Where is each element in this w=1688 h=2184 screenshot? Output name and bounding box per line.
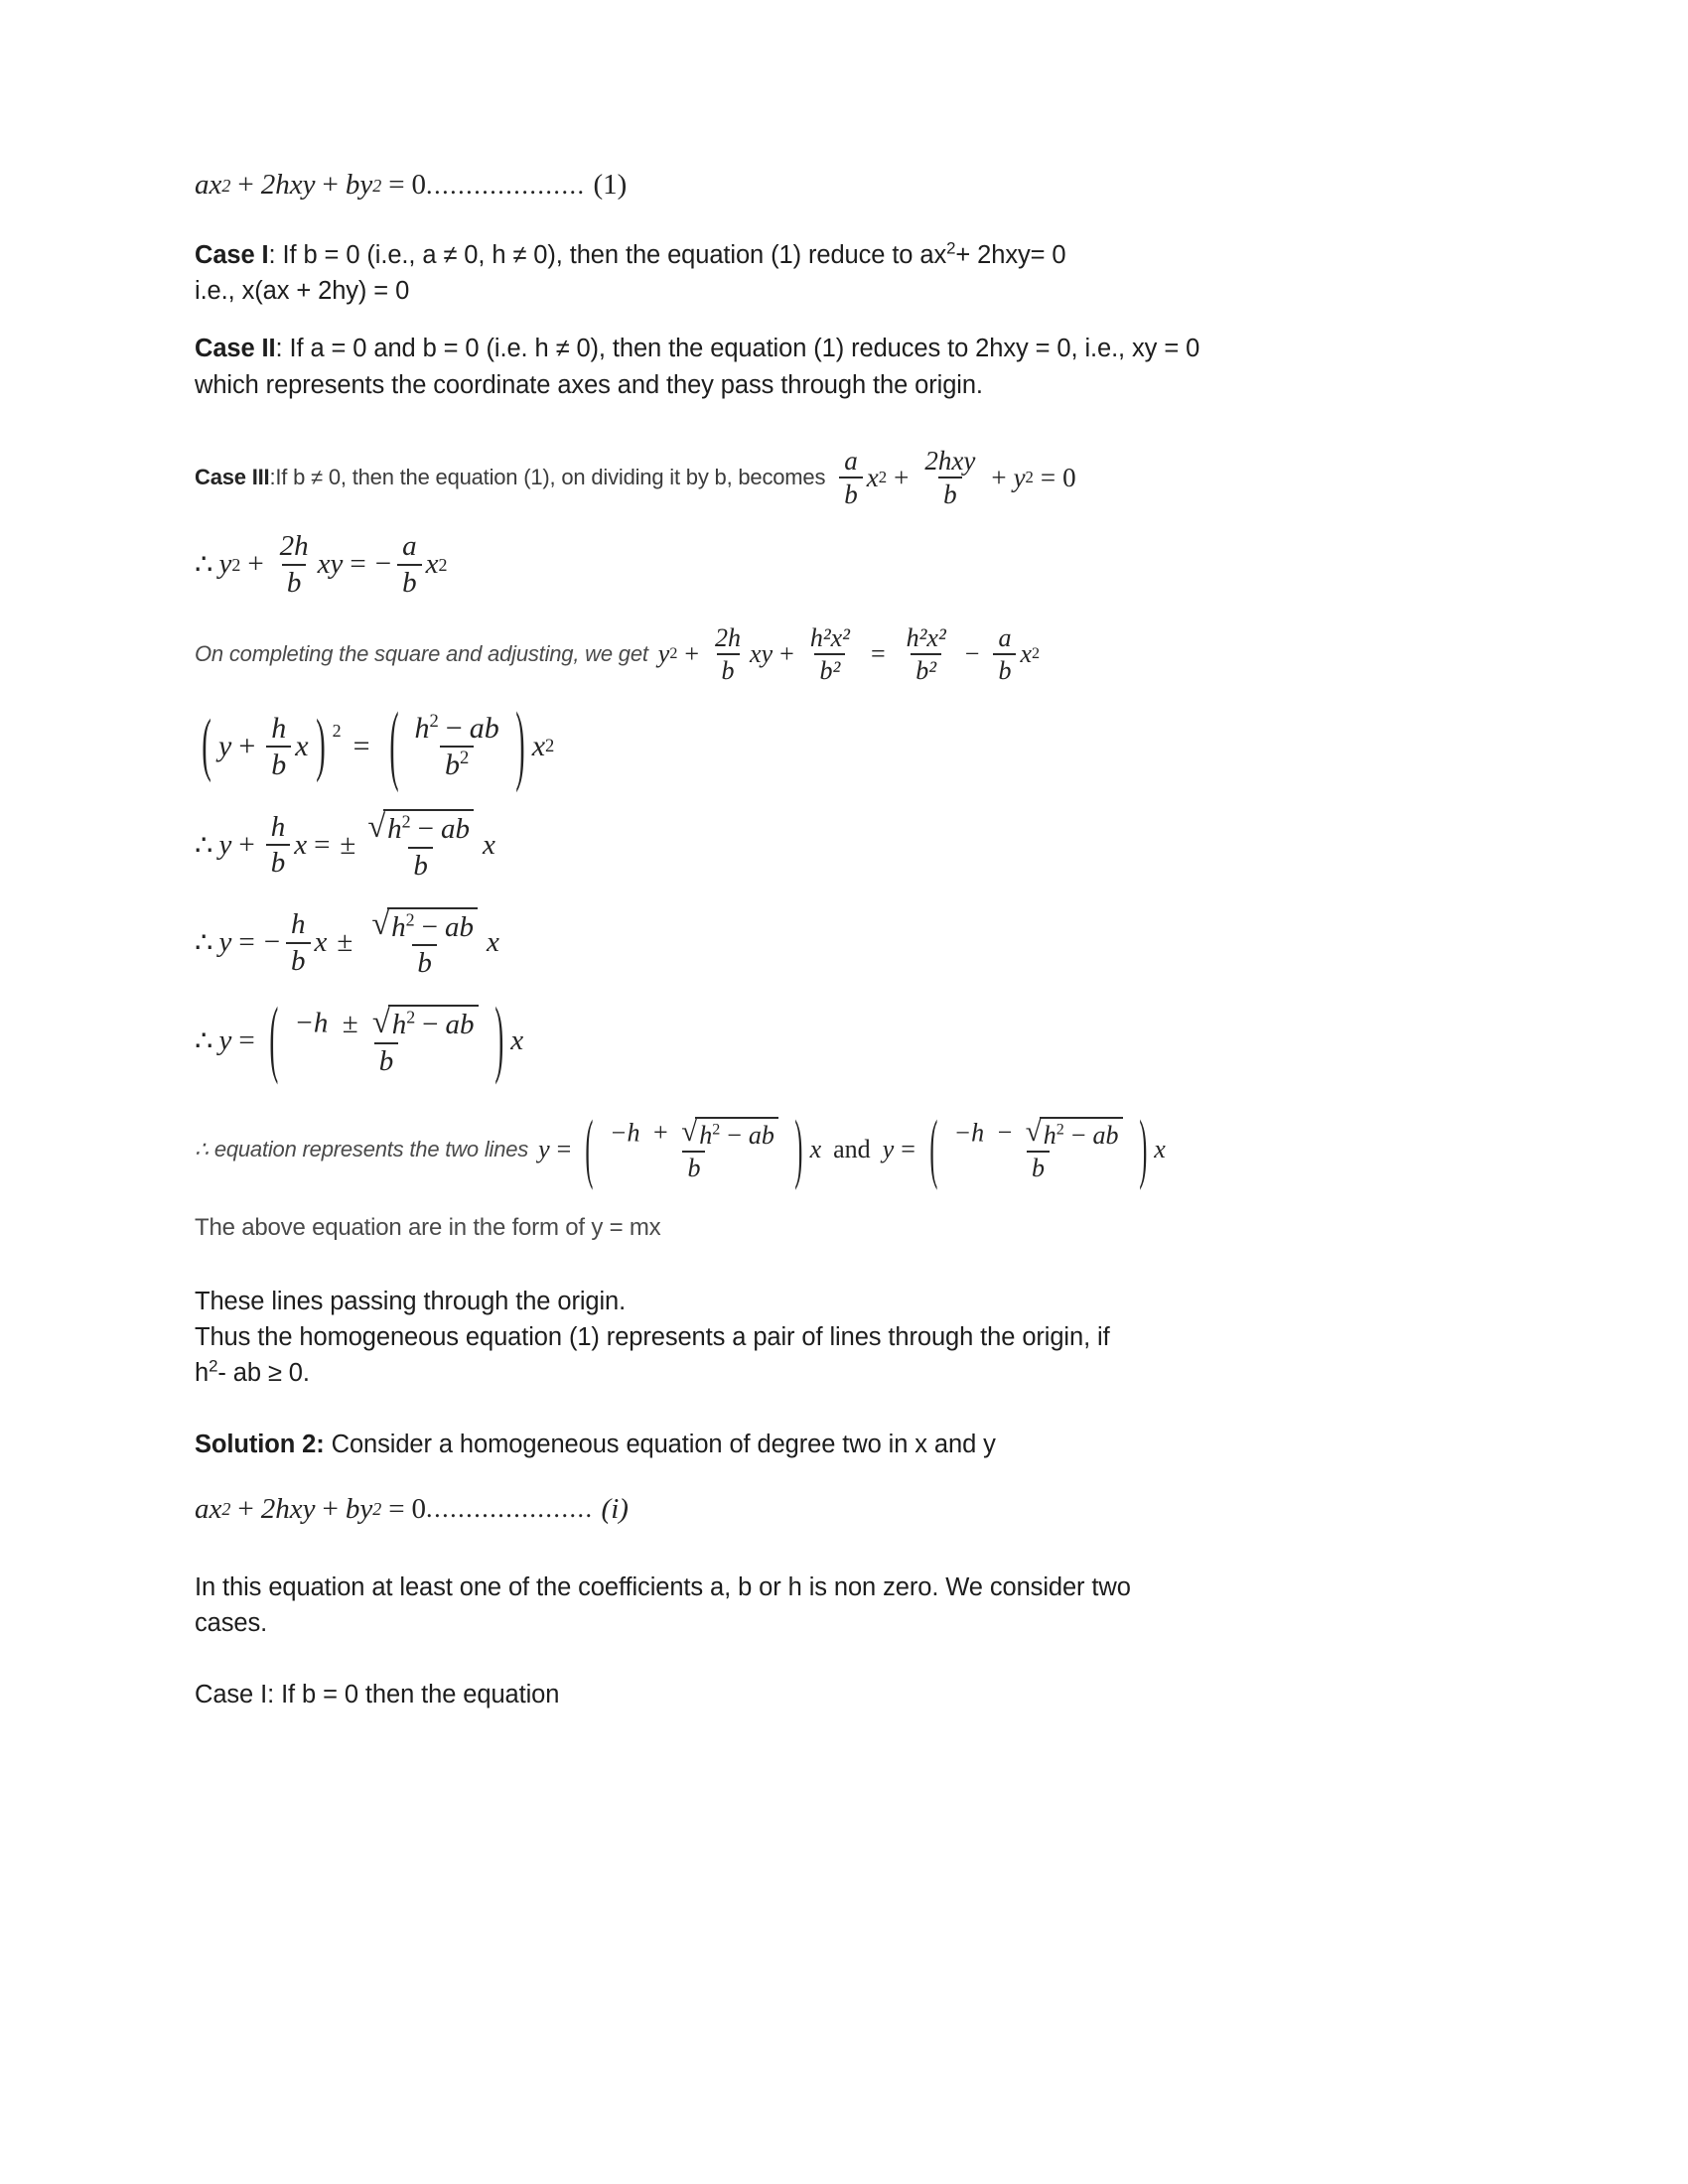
sqrt2-fraction-h-over-b (286, 909, 311, 976)
sqrt1-equals: = (314, 828, 331, 861)
two-lines-radicand-1 (695, 1117, 778, 1150)
two-lines-y2: y (882, 1134, 895, 1163)
step-divided-equals: = (350, 548, 366, 581)
scs-plus-1: + (684, 639, 700, 669)
sqrt1-fraction-h-over-b (266, 812, 291, 879)
eqi-equals: = (388, 1492, 405, 1525)
sqrt1-rad-ab: ab (441, 813, 471, 846)
step-divided-plus: + (247, 548, 264, 581)
squared-x-inside: x (295, 730, 309, 763)
eqi-by: by (345, 1492, 373, 1525)
squared-rhs-close-paren: ) (515, 696, 525, 795)
two-lines-close-paren-1: ) (794, 1104, 803, 1191)
step-sqrt1-row (195, 809, 1505, 881)
eqi-plus-1: + (237, 1492, 254, 1525)
two-lines-x-1: x (809, 1134, 822, 1163)
squared-rhs-num-minus: − (445, 711, 463, 745)
two-lines-sign-2: − (997, 1118, 1013, 1148)
sqrt2-radicand (387, 907, 478, 943)
sqrt2-denominator-b: b (412, 944, 437, 979)
final-rad-h: h (391, 1009, 407, 1041)
case-1-line2: i.e., x(ax + 2hy) = 0 (195, 277, 410, 306)
step-divided-fraction-a-over-b (397, 531, 422, 598)
case-3-colon: : (269, 465, 276, 490)
eq1-zero: 0 (411, 169, 427, 201)
scs-f2-numerator: h²x² (809, 622, 850, 652)
two-lines-denominator-1: b (682, 1151, 705, 1182)
sqrt1-radical (362, 809, 479, 847)
two-lines-rad-h-2: h (1043, 1120, 1056, 1150)
squared-plus: + (238, 730, 256, 763)
step-divided-xy: xy (317, 548, 344, 581)
case-1-paragraph (195, 237, 1505, 309)
step-divided-therefore: ∴ (195, 549, 213, 582)
final-rad-minus: − (422, 1009, 439, 1041)
eqi-leader-dots: ..................... (426, 1494, 594, 1523)
final-denominator-b: b (374, 1042, 399, 1077)
two-lines-text: equation represents the two lines (213, 1136, 529, 1161)
squared-rhs-x: x (531, 730, 546, 763)
step-squared-row: ( y + $\frac{h}{b}$ x ) 2 = ( $\frac{h^2 - ab}{b^2}$ ) x 2 (195, 713, 1505, 782)
step-complete-square-text: On completing the square and adjusting, we get (195, 641, 648, 667)
step-sqrt2-row (195, 907, 1505, 979)
sqrt2-x-left: x (314, 926, 328, 959)
conclusion-paragraph (195, 1284, 1505, 1392)
scs-minus: − (964, 639, 980, 669)
closing-paragraph-2: Case I: If b = 0 then the equation (195, 1680, 560, 1708)
scs-fraction-2h-over-b (710, 624, 746, 685)
sqrt1-rad-h-exponent: 2 (401, 811, 411, 832)
step-divided-frac2-denominator: b (397, 564, 422, 599)
case-3-plus-2: + (991, 462, 1007, 492)
squared-close-paren: ) (315, 707, 326, 784)
squared-frac-denominator: b (266, 746, 291, 781)
sqrt2-rad-h: h (391, 910, 406, 943)
eq1-ax: ax (195, 169, 222, 201)
sqrt1-radical-group (367, 809, 474, 845)
case-3-frac2-denominator: b (938, 477, 962, 509)
case-3-equals: = (1040, 462, 1056, 492)
step-divided-frac2-numerator: a (402, 530, 417, 563)
case-3-y: y (1013, 462, 1026, 492)
two-lines-denominator-2: b (1027, 1151, 1050, 1182)
case-1-exponent: 2 (946, 238, 956, 258)
final-fraction (289, 1005, 483, 1076)
two-lines-rad-ab-2: ab (1092, 1120, 1119, 1150)
solution-2-text: Consider a homogeneous equation of degree two in x and y (324, 1431, 996, 1459)
final-radical-sign: √ (371, 1004, 390, 1040)
case-1-colon: : (268, 241, 276, 269)
two-lines-open-paren-2: ( (929, 1104, 938, 1191)
squared-rhs-den-b: b (444, 749, 460, 782)
case-3-text: If b ≠ 0, then the equation (1), on dividing it by b, becomes (275, 465, 826, 490)
sqrt2-frac-denominator: b (286, 942, 311, 977)
squared-rhs-den-b-exponent: 2 (459, 748, 470, 769)
scs-fraction-h2x2-over-b2-rhs (902, 624, 951, 685)
step-complete-square-row: On completing the square and adjusting, we get y 2 + $\frac{2h}{b}$ xy + $\frac{\text{h²x²}}{\text{b²}}$ = $\frac{\text{h²x²}}{\text{b²}}$ − $\frac{a}{b}$ x 2 (195, 622, 1041, 686)
final-open-paren: ( (269, 991, 278, 1087)
case-3-x: x (866, 462, 879, 492)
scs-fraction-h2x2-over-b2 (805, 624, 855, 685)
sqrt1-plus: + (238, 828, 255, 861)
two-lines-rad-minus-2: − (1070, 1120, 1086, 1150)
equation-i: ax 2 + 2hxy + by 2 = 0 ..................... (i) (195, 1492, 629, 1525)
eq1-number-label: (1) (593, 169, 628, 201)
two-lines-equals-2: = (901, 1134, 915, 1163)
case-1-line1-part2: + 2hxy= 0 (955, 241, 1066, 269)
document-content (195, 169, 1505, 1712)
eqi-term-2hxy: 2hxy (260, 1492, 316, 1525)
step-divided-frac1-denominator: b (282, 564, 307, 599)
step-divided-fraction-2h-over-b (275, 531, 314, 598)
squared-equals: = (352, 730, 370, 763)
scs-equals: = (870, 639, 886, 669)
two-lines-radical-sign-1: √ (681, 1116, 698, 1149)
two-lines-row (195, 1104, 1505, 1191)
two-lines-radical-sign-2: √ (1025, 1116, 1042, 1149)
scs-f2-denominator: b² (814, 653, 845, 685)
solution-2-label: Solution 2: (195, 1431, 325, 1459)
closing-line-2: cases. (195, 1608, 268, 1637)
eq1-leader-dots: .................... (426, 170, 586, 200)
sqrt2-rad-minus: − (421, 910, 439, 943)
two-lines-radicand-2 (1040, 1117, 1123, 1150)
case-3-frac2-numerator: 2hxy (924, 445, 976, 476)
case-3-fraction-a-over-b (839, 447, 863, 509)
case-2-colon: : (275, 335, 283, 363)
scs-xy: xy (750, 639, 774, 669)
eqi-number-label: (i) (601, 1492, 629, 1525)
scs-plus-2: + (779, 639, 794, 669)
squared-rhs-numerator (410, 710, 504, 747)
sqrt1-radicand (383, 809, 474, 845)
step-divided-x: x (425, 548, 439, 581)
conclusion-line-2: Thus the homogeneous equation (1) represents a pair of lines through the origin, if (195, 1322, 1110, 1351)
closing-line-1: In this equation at least one of the coefficients a, b or h is non zero. We consider two (195, 1572, 1131, 1601)
scs-f3-denominator: b² (911, 653, 941, 685)
final-y: y (218, 1024, 232, 1056)
scs-f4-numerator: a (998, 622, 1012, 652)
case-2-line2: which represents the coordinate axes and they pass through the origin. (195, 370, 983, 399)
step-divided-row: ∴ y 2 + $\frac{2h}{b}$ xy = − $\frac{a}{b}$ x 2 (195, 530, 448, 599)
step-divided-y: y (218, 548, 232, 581)
squared-y: y (218, 730, 232, 763)
case-1-line1-part1: If b = 0 (i.e., a ≠ 0, h ≠ 0), then the equation (1) reduce to ax (275, 241, 947, 269)
eqi-ax: ax (195, 1492, 222, 1525)
eqi-plus-2: + (322, 1492, 339, 1525)
case-3-plus-1: + (894, 462, 910, 492)
case-3-frac1-denominator: b (839, 477, 863, 509)
case-1-label: Case I (195, 241, 269, 269)
two-lines-minus-h-1: −h (609, 1118, 640, 1148)
two-lines-radical-group-2 (1026, 1117, 1123, 1150)
conclusion-line-1: These lines passing through the origin. (195, 1287, 627, 1315)
sqrt1-radical-sign: √ (367, 808, 386, 845)
scs-fraction-a-over-b (993, 624, 1016, 685)
two-lines-and: and (833, 1134, 871, 1163)
two-lines-fraction-2 (949, 1117, 1128, 1182)
squared-open-paren: ( (202, 707, 211, 784)
eq1-equals: = (388, 169, 405, 201)
final-radicand (388, 1005, 479, 1040)
sqrt2-y: y (218, 926, 232, 959)
sqrt1-x-right: x (483, 828, 495, 861)
two-lines-minus-h-2: −h (953, 1118, 985, 1148)
final-plus-minus: ± (342, 1007, 358, 1039)
eq1-term-2hxy: 2hxy (260, 169, 316, 201)
sqrt1-rad-minus: − (417, 813, 435, 846)
conclusion-line-3-post: - ab ≥ 0. (217, 1359, 310, 1388)
sqrt1-frac-denominator: b (266, 844, 291, 879)
eqi-zero: 0 (411, 1492, 427, 1525)
scs-y: y (657, 639, 670, 669)
eq1-plus-2: + (322, 169, 339, 201)
squared-rhs-num-h: h (414, 711, 430, 745)
sqrt1-frac-numerator: h (270, 810, 286, 843)
case-3-row: Case III : If b ≠ 0, then the equation (1), on dividing it by b, becomes $\frac{a}{b}$ x 2 + $\frac{\text{2hxy}}{b}$ + y 2 = 0 (195, 445, 1076, 510)
final-radical-group (372, 1005, 479, 1040)
case-2-paragraph (195, 331, 1505, 402)
final-therefore: ∴ (195, 1024, 213, 1057)
squared-rhs-denominator (440, 746, 474, 781)
sqrt2-radical-sign: √ (371, 906, 390, 943)
eq1-plus-1: + (237, 169, 254, 201)
step-divided-frac1-numerator: 2h (279, 530, 309, 563)
sqrt1-fraction-radical-over-b (362, 809, 479, 881)
closing-paragraph-1 (195, 1570, 1505, 1641)
sqrt1-rad-h: h (387, 813, 402, 846)
sqrt2-rad-ab: ab (445, 910, 475, 943)
sqrt1-plus-minus: ± (340, 828, 356, 861)
sqrt1-denominator-b: b (408, 847, 433, 882)
sqrt2-x-right: x (487, 926, 499, 959)
two-lines-y1: y (538, 1134, 550, 1163)
squared-rhs-open-paren: ( (388, 696, 399, 795)
final-equals: = (238, 1024, 255, 1056)
final-rad-ab: ab (445, 1009, 475, 1041)
sqrt2-fraction-radical-over-b (366, 907, 483, 979)
sqrt1-therefore: ∴ (195, 829, 213, 862)
two-lines-rad-minus-1: − (727, 1120, 742, 1150)
two-lines-numerator-2 (949, 1117, 1128, 1152)
squared-rhs-num-h-exponent: 2 (429, 710, 439, 732)
sqrt2-therefore: ∴ (195, 927, 213, 960)
sqrt2-equals: = (238, 926, 255, 959)
case-3-fraction-2hxy-over-b (919, 447, 980, 509)
two-lines-fraction-1 (605, 1117, 783, 1182)
two-lines-open-paren-1: ( (585, 1104, 594, 1191)
final-minus-h: −h (294, 1007, 329, 1039)
two-lines-rad-ab-1: ab (748, 1120, 774, 1150)
two-lines-x-2: x (1154, 1134, 1166, 1163)
two-lines-close-paren-2: ) (1138, 1104, 1147, 1191)
step-divided-minus: − (374, 548, 392, 581)
step-final-row (195, 991, 1505, 1087)
case-3-frac1-numerator: a (844, 445, 858, 476)
two-lines-sign-1: + (653, 1118, 668, 1148)
squared-rhs-num-ab: ab (469, 711, 499, 745)
final-rad-h-exponent: 2 (406, 1007, 416, 1027)
scs-f4-denominator: b (993, 653, 1016, 685)
sqrt1-y: y (218, 828, 232, 861)
two-lines-rad-h-exp-1: 2 (712, 1120, 721, 1138)
two-lines-rad-h-1: h (699, 1120, 713, 1150)
note-form-of-y-equals-mx: The above equation are in the form of y = mx (195, 1213, 661, 1241)
two-lines-radical-group-1 (681, 1117, 778, 1150)
sqrt1-x-left: x (294, 828, 308, 861)
conclusion-line-3-pre: h (195, 1359, 210, 1388)
final-close-paren: ) (493, 991, 503, 1087)
conclusion-line-3-exponent: 2 (209, 1356, 218, 1376)
sqrt2-minus: − (263, 926, 281, 959)
sqrt2-radical-group (371, 907, 478, 943)
sqrt2-frac-numerator: h (291, 908, 306, 941)
final-x: x (510, 1024, 524, 1056)
eq1-by: by (345, 169, 373, 201)
two-lines-rad-h-exp-2: 2 (1055, 1120, 1064, 1138)
case-3-zero: 0 (1062, 462, 1076, 492)
case-2-line1: If a = 0 and b = 0 (i.e. h ≠ 0), then the equation (1) reduces to 2hxy = 0, i.e., xy = 0 (282, 335, 1200, 363)
two-lines-equals-1: = (556, 1134, 572, 1163)
solution-2-paragraph (195, 1427, 1505, 1462)
sqrt2-radical (366, 907, 483, 945)
sqrt2-plus-minus: ± (337, 926, 353, 959)
case-2-label: Case II (195, 335, 276, 363)
scs-f1-numerator: 2h (715, 622, 742, 652)
squared-fraction-h-over-b (266, 713, 291, 782)
equation-1: ax 2 + 2hxy + by 2 = 0 .................... (1) (195, 169, 628, 201)
squared-frac-numerator: h (271, 711, 287, 745)
two-lines-therefore: ∴ (195, 1136, 209, 1161)
scs-f3-numerator: h²x² (906, 622, 946, 652)
two-lines-numerator-1 (605, 1117, 783, 1152)
scs-x: x (1020, 639, 1032, 669)
scs-f1-denominator: b (717, 653, 740, 685)
final-numerator (289, 1005, 483, 1042)
case-3-label: Case III (195, 465, 270, 490)
squared-rhs-fraction (410, 710, 504, 782)
sqrt2-rad-h-exponent: 2 (405, 909, 415, 929)
